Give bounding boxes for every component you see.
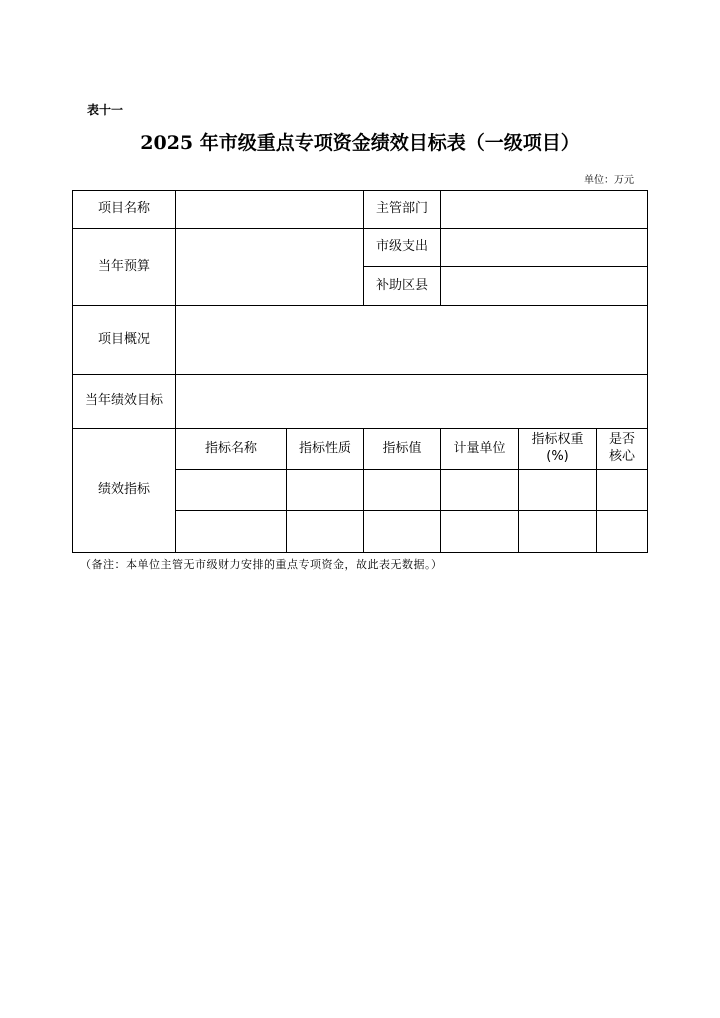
unit-label: 单位：万元 <box>584 175 634 186</box>
project-name-label: 项目名称 <box>97 201 150 217</box>
dept-label: 主管部门 <box>375 201 428 217</box>
border-bottom <box>72 552 648 553</box>
page-title: 2025 年市级重点专项资金绩效目标表（一级项目） <box>140 132 580 154</box>
goal-label: 当年绩效目标 <box>84 393 163 409</box>
col-unit: 计量单位 <box>453 440 506 456</box>
row-line <box>175 469 648 470</box>
col-weight: 指标权重(%) <box>531 432 584 464</box>
col-indicator-value: 指标值 <box>382 440 422 456</box>
footnote: （备注：本单位主管无市级财力安排的重点专项资金，故此表无数据。） <box>80 558 443 571</box>
table-number: 表十一 <box>87 103 124 117</box>
performance-goal-table <box>72 190 648 553</box>
subsidy-label: 补助区县 <box>375 277 428 293</box>
overview-label: 项目概况 <box>97 331 150 347</box>
budget-label: 当年预算 <box>97 258 150 274</box>
indicator-label: 绩效指标 <box>97 482 150 498</box>
col-indicator-name: 指标名称 <box>204 440 257 456</box>
border-right <box>647 190 648 553</box>
city-expense-label: 市级支出 <box>375 239 428 255</box>
col-line <box>175 190 176 553</box>
col-indicator-nature: 指标性质 <box>298 440 351 456</box>
row-line <box>175 510 648 511</box>
col-line <box>440 190 441 305</box>
col-core: 是否核心 <box>608 432 635 464</box>
